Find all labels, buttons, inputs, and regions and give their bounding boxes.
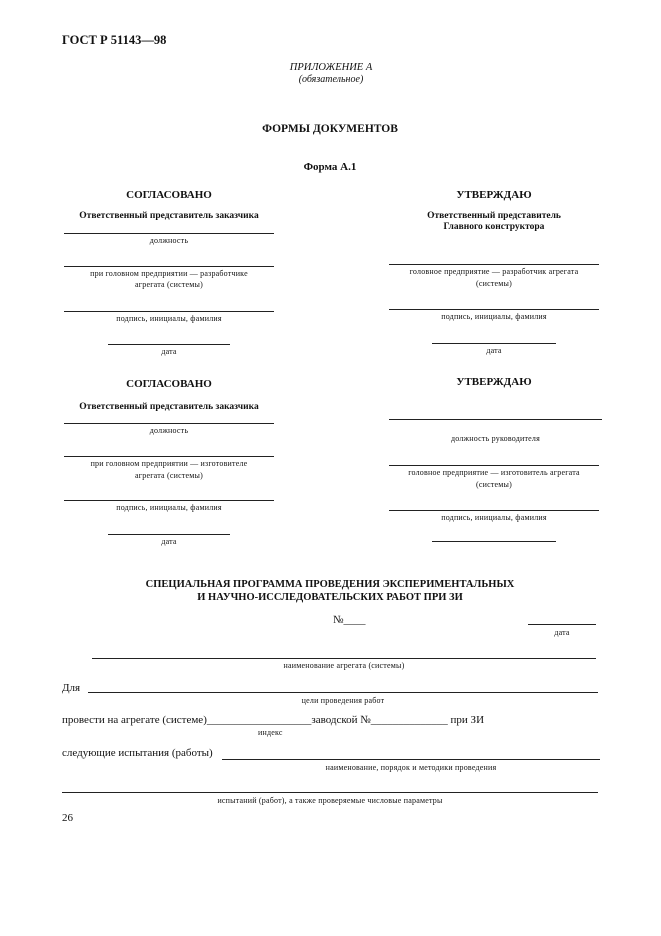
position-caption: должность	[149, 236, 189, 245]
customer-representative-label: Ответственный представитель заказчика	[79, 402, 259, 412]
organization-line	[389, 264, 599, 265]
date-caption: дата	[161, 347, 177, 356]
params-line	[62, 792, 598, 793]
form-title: Форма А.1	[303, 161, 357, 173]
program-title-line-2: И НАУЧНО-ИССЛЕДОВАТЕЛЬСКИХ РАБОТ ПРИ ЗИ	[197, 592, 463, 603]
head-position-caption: должность руководителя	[451, 434, 540, 443]
organization-caption: головное предприятие — изготовитель агрегата	[408, 468, 580, 477]
for-label: Для	[62, 682, 81, 694]
date-caption: дата	[161, 537, 177, 546]
signature-caption: подпись, инициалы, фамилия	[441, 312, 547, 321]
signature-line	[389, 309, 599, 310]
program-title-line-1: СПЕЦИАЛЬНАЯ ПРОГРАММА ПРОВЕДЕНИЯ ЭКСПЕРИМЕНТАЛЬНЫХ	[145, 579, 515, 590]
document-code: ГОСТ Р 51143—98	[62, 33, 167, 47]
goals-line	[88, 692, 598, 693]
head-position-line	[389, 419, 602, 420]
date-caption: дата	[486, 346, 502, 355]
goals-caption: цели проведения работ	[301, 696, 385, 705]
program-number: №____	[333, 614, 366, 626]
conduct-label: провести на агрегате (системе)___________________заводской №______________ при ЗИ	[62, 714, 485, 726]
unit-name-line	[92, 658, 596, 659]
position-line	[64, 233, 274, 234]
tests-label: следующие испытания (работы)	[62, 747, 213, 759]
organization-line	[389, 465, 599, 466]
date-caption: дата	[554, 628, 570, 637]
signature-line	[389, 510, 599, 511]
chief-designer-label: Главного конструктора	[443, 222, 545, 232]
tests-caption: наименование, порядок и методики проведения	[325, 763, 497, 772]
signature-caption: подпись, инициалы, фамилия	[116, 503, 222, 512]
date-line	[108, 344, 230, 345]
unit-name-caption: наименование агрегата (системы)	[283, 661, 405, 670]
organization-line	[64, 266, 274, 267]
appendix-subtitle: (обязательное)	[298, 74, 364, 85]
date-line	[432, 343, 556, 344]
organization-caption-2: агрегата (системы)	[135, 471, 203, 480]
position-caption: должность	[149, 426, 189, 435]
chief-designer-representative-label: Ответственный представитель	[427, 211, 561, 221]
params-caption: испытаний (работ), а также проверяемые числовые параметры	[217, 796, 443, 805]
approved-heading: СОГЛАСОВАНО	[126, 189, 212, 201]
signature-line	[64, 500, 274, 501]
appendix-title: ПРИЛОЖЕНИЕ А	[289, 62, 373, 73]
signature-caption: подпись, инициалы, фамилия	[441, 513, 547, 522]
date-line	[432, 541, 556, 542]
organization-caption: при головном предприятии — изготовителе	[90, 459, 248, 468]
approve-heading: УТВЕРЖДАЮ	[456, 376, 532, 388]
tests-line	[222, 759, 600, 760]
approve-heading: УТВЕРЖДАЮ	[456, 189, 532, 201]
index-caption: индекс	[258, 728, 283, 737]
date-line	[528, 624, 596, 625]
page-number: 26	[62, 812, 73, 824]
organization-caption: при головном предприятии — разработчике	[90, 269, 248, 278]
organization-caption-2: (системы)	[476, 279, 512, 288]
approved-heading: СОГЛАСОВАНО	[126, 378, 212, 390]
position-line	[64, 423, 274, 424]
section-title: ФОРМЫ ДОКУМЕНТОВ	[262, 123, 398, 135]
organization-caption: головное предприятие — разработчик агрегата	[409, 267, 579, 276]
customer-representative-label: Ответственный представитель заказчика	[79, 211, 259, 221]
signature-caption: подпись, инициалы, фамилия	[116, 314, 222, 323]
date-line	[108, 534, 230, 535]
organization-caption-2: агрегата (системы)	[135, 280, 203, 289]
organization-caption-2: (системы)	[476, 480, 512, 489]
signature-line	[64, 311, 274, 312]
organization-line	[64, 456, 274, 457]
